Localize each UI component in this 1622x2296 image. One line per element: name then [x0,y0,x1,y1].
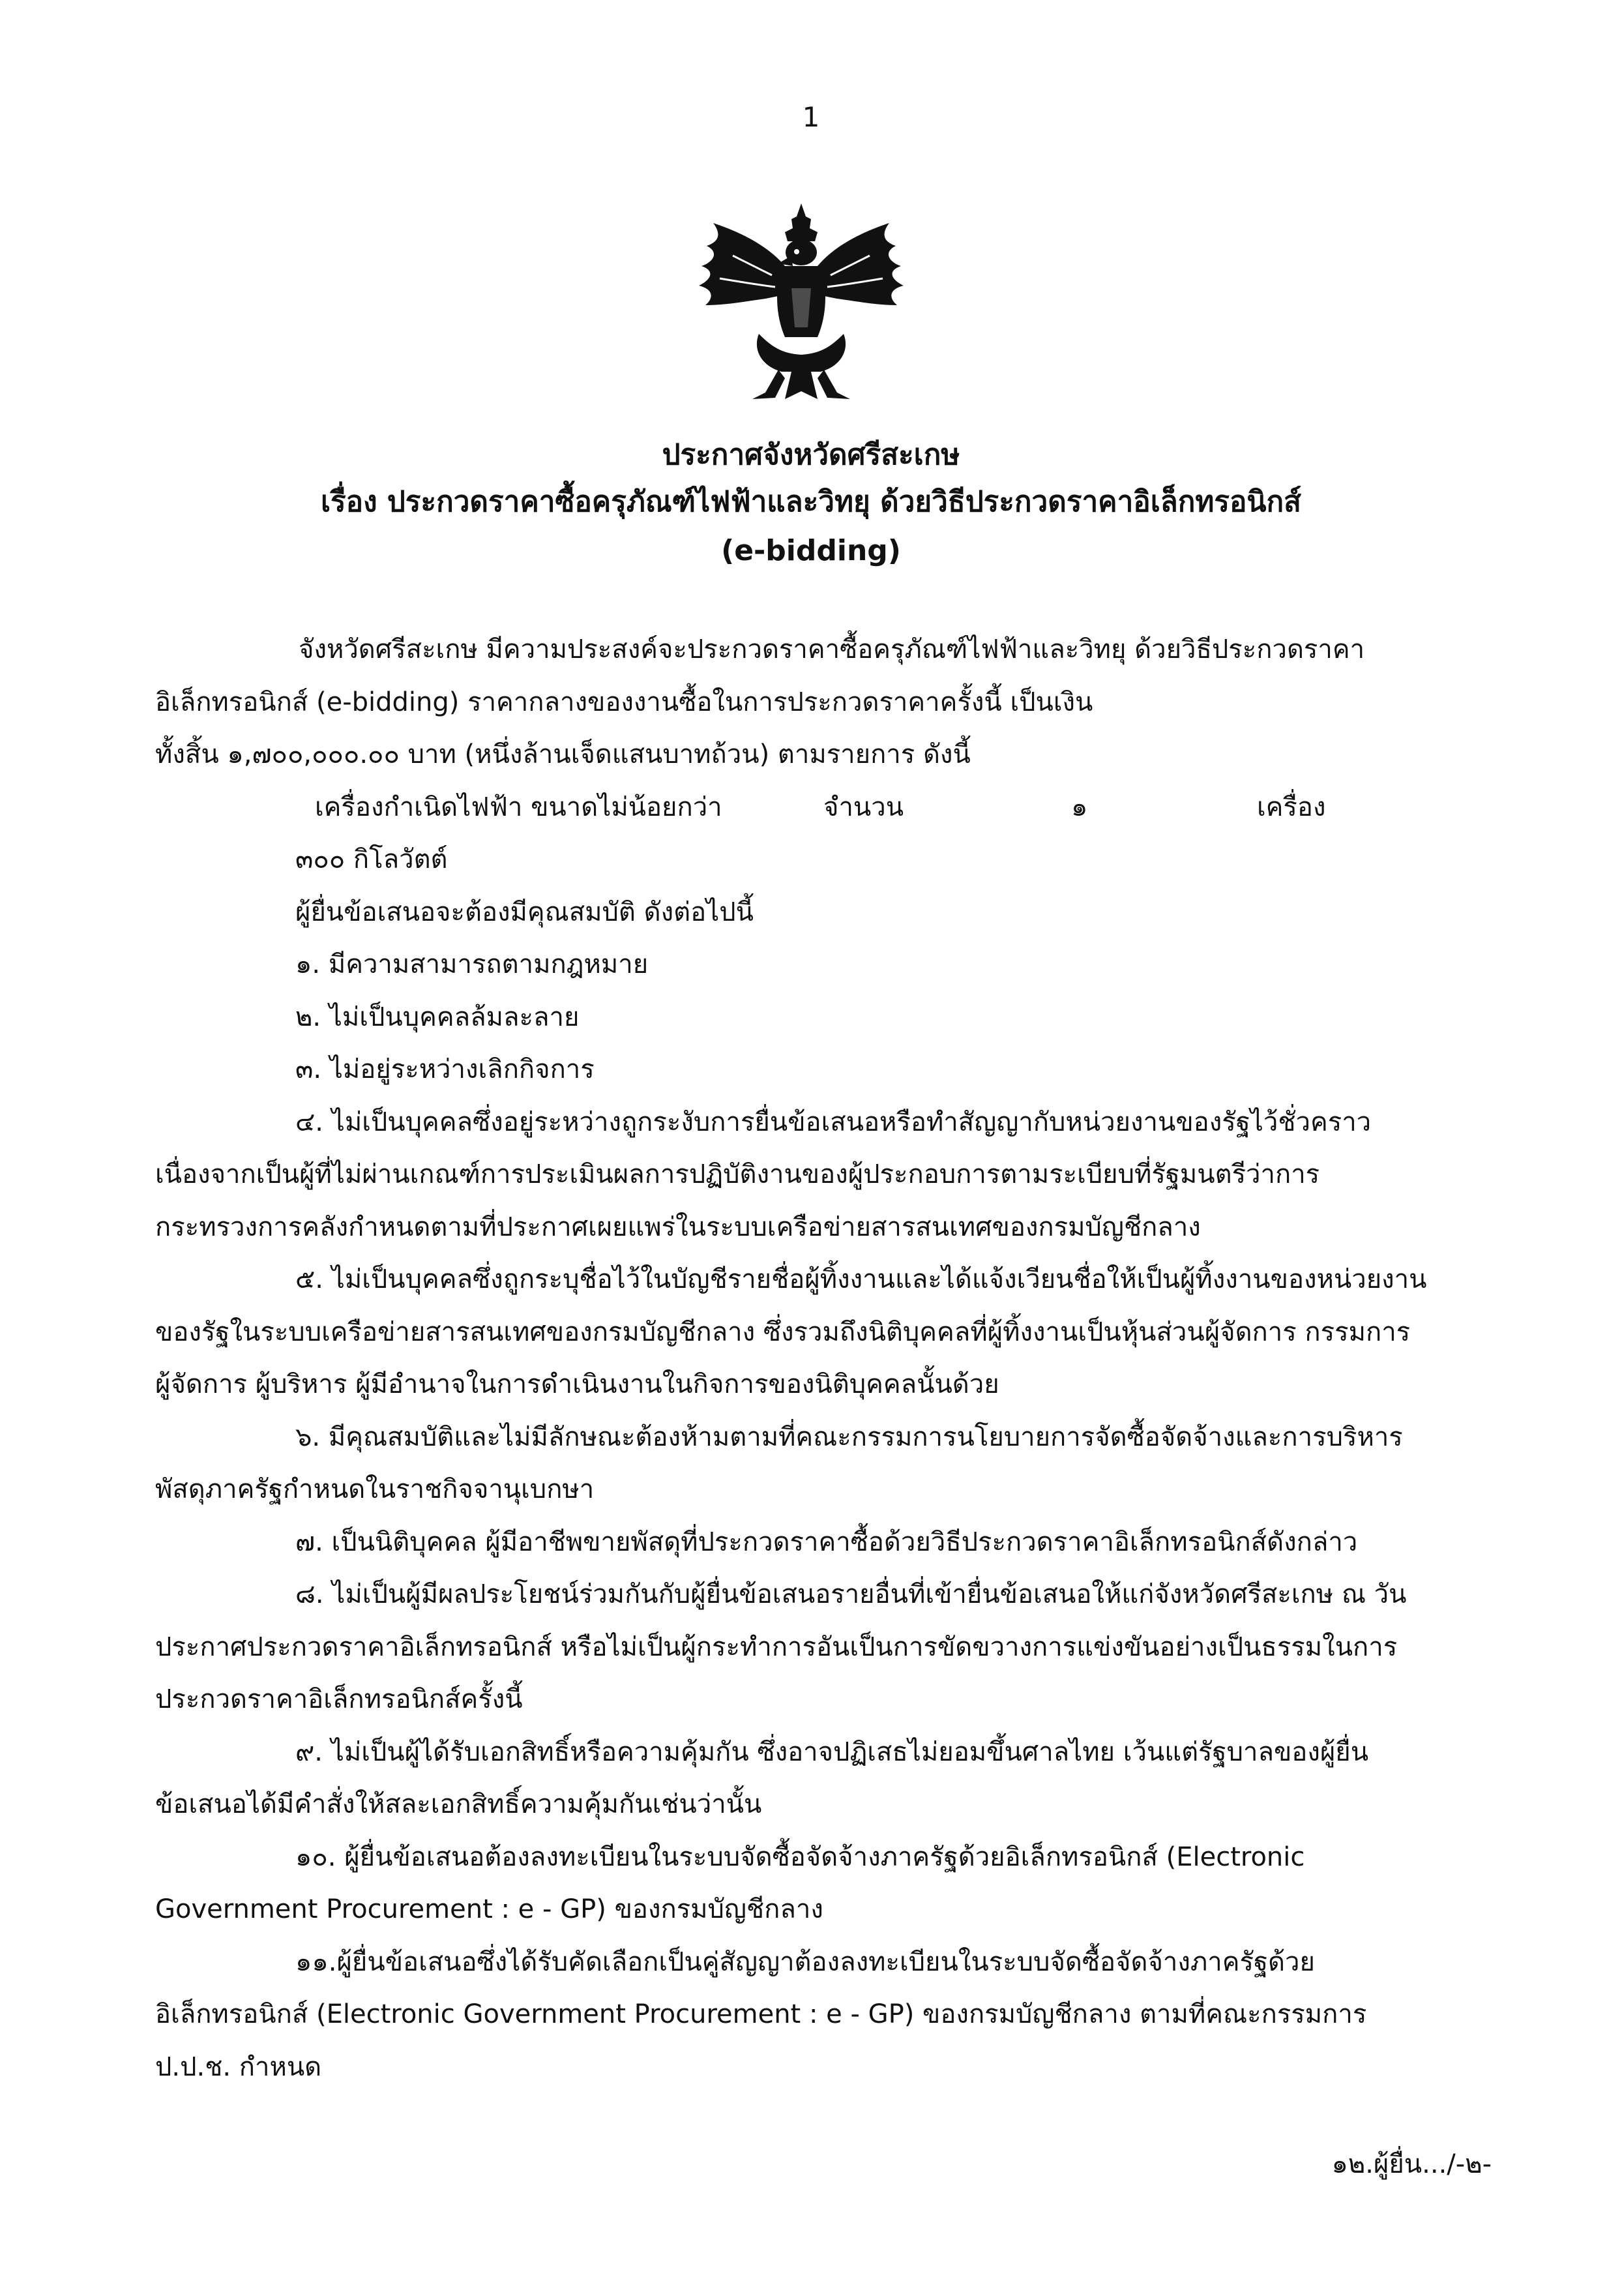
intro-line: จังหวัดศรีสะเกษ มีความประสงค์จะประกวดราคาซื้อครุภัณฑ์ไฟฟ้าและวิทยุ ด้วยวิธีประกวดราคา [299,634,1365,664]
qualification-6-cont: พัสดุภาครัฐกำหนดในราชกิจจานุเบกษา [155,1474,595,1504]
qualification-3: ๓. ไม่อยู่ระหว่างเลิกกิจการ [295,1054,595,1084]
qualification-5-cont: ผู้จัดการ ผู้บริหาร ผู้มีอำนาจในการดำเนินงานในกิจการของนิติบุคคลนั้นด้วย [155,1369,999,1399]
qualification-4-cont: กระทรวงการคลังกำหนดตามที่ประกาศเผยแพร่ในระบบเครือข่ายสารสนเทศของกรมบัญชีกลาง [155,1212,1201,1242]
qualification-11-cont: ป.ป.ช. กำหนด [155,2051,322,2082]
qualification-5: ๕. ไม่เป็นบุคคลซึ่งถูกระบุชื่อไว้ในบัญชีรายชื่อผู้ทิ้งงานและได้แจ้งเวียนชื่อให้เป็นผู้ทิ้งงานของหน่วยงาน [295,1264,1427,1294]
item-name: เครื่องกำเนิดไฟฟ้า ขนาดไม่น้อยกว่า [315,792,722,822]
announcement-method: (e-bidding) [721,534,901,567]
qualification-8-cont: ประกวดราคาอิเล็กทรอนิกส์ครั้งนี้ [155,1684,523,1714]
qualification-8-cont: ประกาศประกวดราคาอิเล็กทรอนิกส์ หรือไม่เป็นผู้กระทำการอันเป็นการขัดขวางการแข่งขันอย่างเป็นธรรมในการ [155,1632,1398,1662]
qualification-11-cont: อิเล็กทรอนิกส์ (Electronic Government Procurement : e - GP) ของกรมบัญชีกลาง ตามที่คณะกรรมการ [155,1999,1367,2029]
announcement-title: ประกาศจังหวัดศรีสะเกษ [662,438,960,471]
announcement-body [155,623,1472,2093]
qualification-7: ๗. เป็นนิติบุคคล ผู้มีอาชีพขายพัสดุที่ประกวดราคาซื้อด้วยวิธีประกวดราคาอิเล็กทรอนิกส์ดังกล่าว [295,1527,1358,1557]
intro-line: ทั้งสิ้น ๑,๗๐๐,๐๐๐.๐๐ บาท (หนึ่งล้านเจ็ดแสนบาทถ้วน) ตามรายการ ดังนี้ [155,739,971,769]
qualification-5-cont: ของรัฐในระบบเครือข่ายสารสนเทศของกรมบัญชีกลาง ซึ่งรวมถึงนิติบุคคลที่ผู้ทิ้งงานเป็นหุ้นส่วนผู้จัดการ กรรมการ [155,1317,1411,1347]
garuda-emblem [687,203,915,406]
page-number: 1 [802,101,820,133]
item-row [155,781,1472,834]
qualification-6: ๖. มีคุณสมบัติและไม่มีลักษณะต้องห้ามตามที่คณะกรรมการนโยบายการจัดซื้อจัดจ้างและการบริหาร [295,1422,1403,1452]
qualification-2: ๒. ไม่เป็นบุคคลล้มละลาย [295,1002,580,1032]
qualification-9: ๙. ไม่เป็นผู้ได้รับเอกสิทธิ์หรือความคุ้มกัน ซึ่งอาจปฏิเสธไม่ยอมขึ้นศาลไทย เว้นแต่รัฐบาลของผู้ยื่น [295,1737,1369,1767]
qualification-10: ๑๐. ผู้ยื่นข้อเสนอต้องลงทะเบียนในระบบจัดซื้อจัดจ้างภาครัฐด้วยอิเล็กทรอนิกส์ (Electronic [295,1841,1305,1872]
qualification-10-cont: Government Procurement : e - GP) ของกรมบัญชีกลาง [155,1894,823,1924]
qualification-heading: ผู้ยื่นข้อเสนอจะต้องมีคุณสมบัติ ดังต่อไปนี้ [295,897,754,927]
qualification-4: ๔. ไม่เป็นบุคคลซึ่งอยู่ระหว่างถูกระงับการยื่นข้อเสนอหรือทำสัญญากับหน่วยงานของรัฐไว้ชั่วคราว [295,1107,1372,1137]
intro-line: อิเล็กทรอนิกส์ (e-bidding) ราคากลางของงานซื้อในการประกวดราคาครั้งนี้ เป็นเงิน [155,687,1093,717]
item-qty-label: จำนวน [823,792,904,822]
qualification-11: ๑๑.ผู้ยื่นข้อเสนอซึ่งได้รับคัดเลือกเป็นคู่สัญญาต้องลงทะเบียนในระบบจัดซื้อจัดจ้างภาครัฐด้วย [295,1946,1315,1977]
next-page-reference: ๑๒.ผู้ยื่น.../-๒- [1331,2149,1492,2179]
qualification-8: ๘. ไม่เป็นผู้มีผลประโยชน์ร่วมกันกับผู้ยื่นข้อเสนอรายอื่นที่เข้ายื่นข้อเสนอให้แก่จังหวัดศรีสะเกษ ณ วัน [295,1579,1407,1609]
announcement-subject: เรื่อง ประกวดราคาซื้อครุภัณฑ์ไฟฟ้าและวิทยุ ด้วยวิธีประกวดราคาอิเล็กทรอนิกส์ [320,485,1302,518]
qualification-1: ๑. มีความสามารถตามกฎหมาย [295,949,649,979]
qualification-9-cont: ข้อเสนอได้มีคำสั่งให้สละเอกสิทธิ์ความคุ้มกันเช่นว่านั้น [155,1789,762,1819]
item-name-cont: ๓๐๐ กิโลวัตต์ [295,844,448,874]
item-unit: เครื่อง [1257,792,1326,822]
qualification-4-cont: เนื่องจากเป็นผู้ที่ไม่ผ่านเกณฑ์การประเมินผลการปฏิบัติงานของผู้ประกอบการตามระเบียบที่รัฐมนตรีว่าการ [155,1159,1320,1189]
item-qty: ๑ [1071,792,1088,822]
